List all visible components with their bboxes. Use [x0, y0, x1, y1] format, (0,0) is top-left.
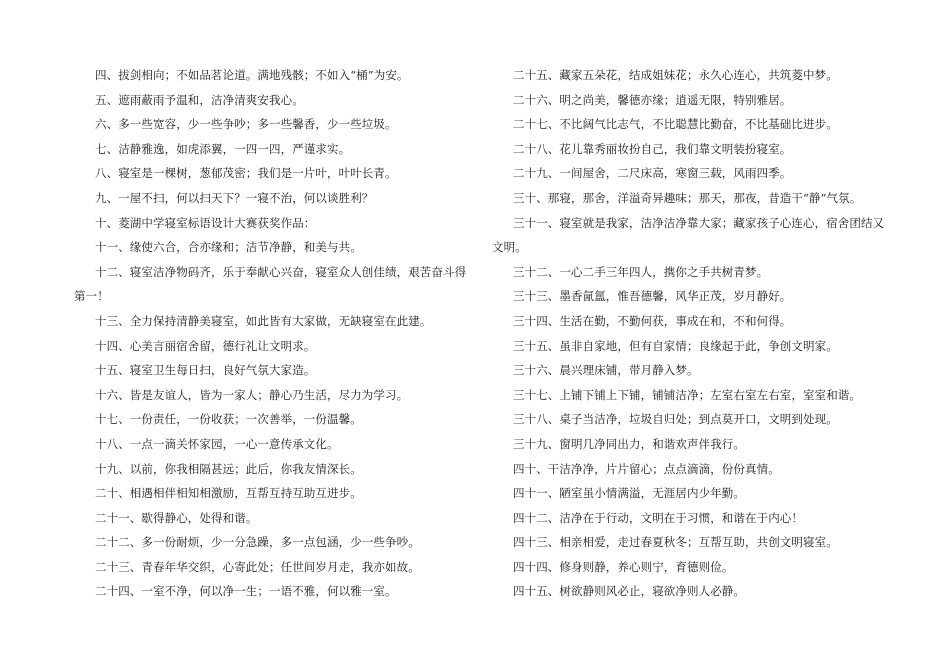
- slogan-line: 四十、干洁净净，片片留心；点点滴滴，份份真情。: [513, 461, 780, 476]
- slogan-line: 二十六、明之尚美，馨德亦缘；逍遥无限，特别雅居。: [513, 92, 792, 107]
- slogan-line: 七、洁静雅逸，如虎添翼，一四一四，严谨求实。: [95, 141, 351, 156]
- slogan-line: 十八、一点一滴关怀家园，一心一意传承文化。: [95, 436, 339, 451]
- slogan-line: 三十八、桌子当洁净，垃圾自归处；到点莫开口，文明到处现。: [513, 412, 838, 427]
- slogan-line: 三十一、寝室就是我家，洁净洁净靠大家；藏家孩子心连心，宿舍团结又: [513, 215, 885, 230]
- slogan-line: 三十七、上铺下铺上下铺，铺铺洁净；左室右室左右室，室室和谐。: [513, 387, 861, 402]
- slogan-line: 五、遮雨蔽雨予温和，洁净清爽安我心。: [95, 92, 304, 107]
- slogan-line: 十二、寝室洁净物码齐，乐于奉献心兴奋，寝室众人创佳绩，艰苦奋斗得: [95, 264, 467, 279]
- slogan-line: 六、多一些宽容，少一些争吵；多一些馨香，少一些垃圾。: [95, 117, 397, 132]
- slogan-line: 二十二、多一份耐烦，少一分急躁，多一点包涵，少一些争吵。: [95, 535, 420, 550]
- slogan-line: 十三、全力保持清静美寝室，如此皆有大家做，无缺寝室在此建。: [95, 313, 432, 328]
- slogan-line: 二十、相遇相伴相知相激励，互帮互持互助互进步。: [95, 486, 362, 501]
- right-column: [492, 63, 885, 604]
- slogan-line: 八、寝室是一棵树，葱郁茂密；我们是一片叶，叶叶长青。: [95, 166, 397, 181]
- slogan-line: 十四、心美言丽宿舍留，德行礼让文明求。: [95, 338, 316, 353]
- slogan-line: 文明。: [492, 240, 527, 255]
- slogan-line: 四十一、陋室虽小情满溢，无涯居内少年勤。: [513, 486, 745, 501]
- slogan-line: 第一！: [74, 289, 109, 304]
- slogan-line: 二十五、藏家五朵花，结成姐妹花；永久心连心，共筑菱中梦。: [513, 68, 838, 82]
- slogan-line: 四十五、树欲静则风必止，寝欲净则人必静。: [513, 584, 745, 599]
- slogan-line: 四十二、洁净在于行动，文明在于习惯，和谐在于内心！: [513, 510, 803, 525]
- slogan-line: 四十三、相亲相爱，走过春夏秋冬；互帮互助，共创文明寝室。: [513, 535, 838, 550]
- slogan-line: 二十七、不比阔气比志气，不比聪慧比勤奋，不比基础比进步。: [513, 117, 838, 132]
- slogan-line: 二十一、歇得静心，处得和谐。: [95, 510, 258, 525]
- slogan-line: 二十九、一间屋舍，二尺床高，寒窗三载，风雨四季。: [513, 166, 792, 181]
- slogan-line: 十九、以前，你我相隔甚远；此后，你我友情深长。: [95, 461, 362, 476]
- slogan-line: 三十九、窗明几净同出力，和谐欢声伴我行。: [513, 436, 745, 451]
- slogan-line: 三十五、虽非自家地，但有自家情；良缘起于此，争创文明家。: [513, 338, 838, 353]
- slogan-line: 十、菱湖中学寝室标语设计大赛获奖作品：: [95, 215, 316, 230]
- slogan-line: 三十二、一心二手三年四人，携你之手共树青梦。: [513, 264, 769, 279]
- slogan-line: 十五、寝室卫生每日扫，良好气氛大家造。: [95, 363, 316, 378]
- slogan-line: 十六、皆是友谊人，皆为一家人；静心乃生活，尽力为学习。: [95, 387, 409, 402]
- slogan-line: 二十四、一室不净，何以净一生；一语不雅，何以雅一室。: [95, 584, 397, 599]
- slogan-line: 十七、一份责任，一份收获；一次善举，一份温馨。: [95, 412, 362, 427]
- slogan-line: 四、拔剑相向；不如品茗论道。满地残骸；不如入“桶”为安。: [95, 68, 409, 82]
- slogan-line: 二十八、花儿靠秀丽妆扮自己，我们靠文明装扮寝室。: [513, 141, 792, 156]
- left-column: [74, 63, 467, 604]
- slogan-line: 三十、那寝，那舍，洋溢奇异趣味；那天，那夜，昔造干“静”气氛。: [513, 190, 862, 205]
- slogan-line: 三十四、生活在勤，不勤何获，事成在和，不和何得。: [513, 313, 792, 328]
- slogan-line: 二十三、青春年华交织，心寄此处；任世间岁月走，我亦如故。: [95, 559, 420, 574]
- slogan-line: 三十六、晨兴理床铺，带月静入梦。: [513, 363, 699, 378]
- slogan-line: 四十四、修身则静，养心则宁，育德则俭。: [513, 559, 734, 574]
- slogan-line: 十一、缘使六合，合亦缘和；洁节净静，和美与共。: [95, 240, 362, 255]
- slogan-line: 九、一屋不扫，何以扫天下？一寝不治，何以谈胜利？: [95, 190, 374, 205]
- slogan-line: 三十三、墨香氤氲，惟吾德馨，风华正茂，岁月静好。: [513, 289, 792, 304]
